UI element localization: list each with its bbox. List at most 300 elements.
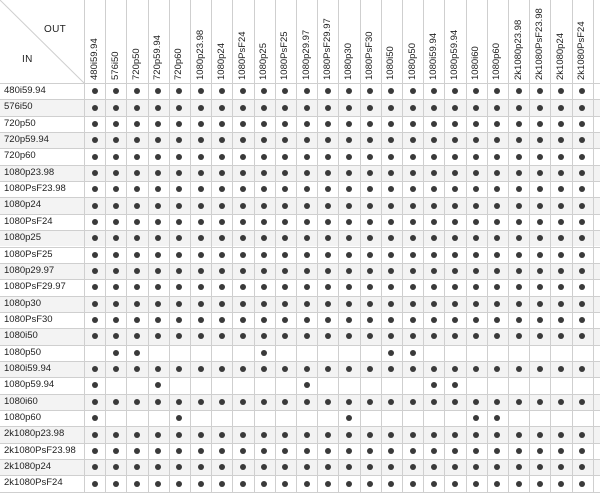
support-dot [219,88,225,94]
support-dot [473,448,479,454]
support-dot [134,186,140,192]
support-dot [261,219,267,225]
support-dot [579,399,585,405]
out-label: OUT [44,24,67,35]
support-dot [558,448,564,454]
support-dot [282,432,288,438]
support-dot [92,235,98,241]
support-dot [198,301,204,307]
support-dot [134,284,140,290]
support-dot [240,105,246,111]
support-dot [155,399,161,405]
support-dot [558,154,564,160]
support-dot [431,170,437,176]
support-dot [155,284,161,290]
support-dot [431,252,437,258]
row-label: 720p60 [4,150,36,162]
support-dot [176,284,182,290]
support-dot [219,186,225,192]
support-dot [516,366,522,372]
support-dot [410,203,416,209]
support-dot [473,154,479,160]
support-dot [325,284,331,290]
support-dot [558,88,564,94]
row-stripe [0,263,600,279]
support-dot [367,186,373,192]
support-dot [113,350,119,356]
support-dot [134,203,140,209]
support-dot [346,268,352,274]
row-label: 720p59.94 [4,134,49,146]
row-stripe [0,394,600,410]
support-dot [452,481,458,487]
support-dot [579,432,585,438]
grid-hline [0,328,600,329]
in-label: IN [22,54,33,65]
support-dot [558,301,564,307]
support-dot [346,399,352,405]
support-dot [134,399,140,405]
row-stripe [0,361,600,377]
support-dot [579,219,585,225]
support-dot [304,235,310,241]
support-dot [219,448,225,454]
support-dot [431,464,437,470]
support-dot [325,448,331,454]
support-dot [367,203,373,209]
support-dot [113,186,119,192]
support-dot [325,366,331,372]
support-dot [304,317,310,323]
support-dot [367,252,373,258]
support-dot [431,219,437,225]
support-dot [304,464,310,470]
support-dot [113,170,119,176]
support-dot [92,203,98,209]
support-dot [558,219,564,225]
support-dot [452,186,458,192]
support-dot [537,481,543,487]
grid-hline [0,148,600,149]
support-dot [219,105,225,111]
support-dot [198,170,204,176]
support-dot [388,317,394,323]
support-dot [537,186,543,192]
support-dot [304,203,310,209]
support-dot [367,219,373,225]
grid-hline [0,459,600,460]
support-dot [240,219,246,225]
support-dot [304,170,310,176]
support-dot [155,382,161,388]
grid-hline [0,426,600,427]
support-dot [155,301,161,307]
support-dot [410,137,416,143]
support-dot [92,317,98,323]
row-stripe [0,296,600,312]
column-header: 480i59.94 [88,38,100,80]
support-dot [494,448,500,454]
support-dot [473,481,479,487]
support-dot [558,203,564,209]
support-dot [516,203,522,209]
support-dot [155,432,161,438]
column-header: 2k1080p24 [555,32,566,80]
support-dot [261,105,267,111]
support-dot [431,399,437,405]
support-dot [325,317,331,323]
support-dot [558,481,564,487]
support-dot [410,268,416,274]
support-dot [579,121,585,127]
column-header: 1080p60 [491,43,503,80]
support-dot [367,448,373,454]
support-dot [134,219,140,225]
support-dot [113,154,119,160]
row-label: 2k1080PsF23.98 [4,444,76,456]
support-dot [282,121,288,127]
row-label: 2k1080p23.98 [4,428,65,440]
support-dot [388,252,394,258]
support-dot [452,203,458,209]
support-dot [282,154,288,160]
support-dot [240,121,246,127]
support-dot [558,317,564,323]
support-dot [537,464,543,470]
column-header: 1080i59.94 [427,32,439,80]
support-dot [304,105,310,111]
support-dot [452,399,458,405]
row-label: 1080PsF30 [4,313,53,325]
support-dot [176,105,182,111]
row-label: 1080p23.98 [4,166,55,178]
support-dot [261,399,267,405]
support-dot [452,88,458,94]
support-dot [176,448,182,454]
support-dot [113,219,119,225]
support-dot [92,284,98,290]
support-dot [494,317,500,323]
column-header: 1080p59.94 [449,29,460,80]
row-label: 1080PsF24 [4,215,53,227]
column-header: 576i50 [109,51,121,80]
support-dot [198,203,204,209]
support-dot [367,154,373,160]
support-dot [176,415,182,421]
support-dot [92,170,98,176]
support-dot [537,105,543,111]
row-label: 720p50 [4,117,36,129]
row-stripe [0,165,600,181]
corner-header [0,0,84,83]
column-header: 1080p24 [215,43,227,80]
support-dot [219,154,225,160]
support-dot [134,252,140,258]
support-dot [452,170,458,176]
support-dot [261,88,267,94]
support-dot [516,268,522,274]
support-dot [410,235,416,241]
support-dot [452,154,458,160]
support-dot [304,252,310,258]
support-dot [558,170,564,176]
support-dot [219,399,225,405]
support-dot [346,301,352,307]
support-dot [473,219,479,225]
support-dot [113,399,119,405]
row-label: 1080p29.97 [4,264,55,276]
support-dot [494,415,500,421]
support-dot [304,481,310,487]
support-dot [516,235,522,241]
support-dot [537,170,543,176]
support-dot [537,366,543,372]
support-dot [431,481,437,487]
support-dot [198,481,204,487]
support-dot [92,415,98,421]
support-dot [92,154,98,160]
column-header: 1080p25 [258,43,270,80]
support-dot [134,481,140,487]
column-header: 1080i50 [385,46,397,80]
support-dot [282,284,288,290]
support-dot [219,219,225,225]
support-dot [155,121,161,127]
support-dot [282,105,288,111]
support-dot [92,137,98,143]
row-label: 1080i60 [4,395,38,407]
support-dot [367,481,373,487]
support-dot [579,317,585,323]
column-header: 2k1080PsF23.98 [533,8,545,80]
support-dot [558,432,564,438]
support-dot [219,268,225,274]
row-label: 1080i50 [4,330,38,342]
support-dot [134,154,140,160]
support-dot [410,105,416,111]
support-dot [431,284,437,290]
support-dot [219,481,225,487]
support-dot [240,399,246,405]
support-dot [92,399,98,405]
support-dot [367,432,373,438]
support-dot [410,481,416,487]
grid-hline [0,230,600,231]
support-dot [579,186,585,192]
support-dot [388,481,394,487]
support-dot [473,284,479,290]
column-header: 1080p30 [343,43,354,80]
column-header: 1080PsF25 [279,31,291,80]
support-dot [516,284,522,290]
support-dot [558,252,564,258]
row-stripe [0,230,600,246]
support-dot [240,268,246,274]
support-dot [113,448,119,454]
column-header: 1080PsF29.97 [321,18,333,80]
grid-hline [0,279,600,280]
support-dot [113,317,119,323]
support-dot [325,252,331,258]
support-dot [388,105,394,111]
support-dot [261,186,267,192]
support-dot [304,154,310,160]
row-stripe [0,328,600,344]
support-dot [410,88,416,94]
grid-hline [0,181,600,182]
row-label: 2k1080p24 [4,461,52,473]
support-dot [431,448,437,454]
support-dot [176,121,182,127]
support-dot [388,284,394,290]
support-dot [325,399,331,405]
support-dot [198,121,204,127]
support-dot [134,105,140,111]
support-dot [198,464,204,470]
support-dot [431,301,437,307]
support-dot [431,121,437,127]
row-label: 1080i59.94 [4,362,52,374]
support-dot [346,219,352,225]
support-dot [219,366,225,372]
support-dot [558,284,564,290]
support-dot [240,432,246,438]
support-dot [494,88,500,94]
support-dot [219,121,225,127]
support-dot [431,105,437,111]
grid-hline [0,296,600,297]
support-dot [261,154,267,160]
support-dot [346,481,352,487]
support-dot [516,399,522,405]
support-dot [304,268,310,274]
support-dot [325,464,331,470]
support-dot [155,186,161,192]
support-dot [473,432,479,438]
support-dot [346,317,352,323]
row-stripe [0,459,600,475]
support-dot [579,203,585,209]
row-label: 1080p50 [4,346,41,358]
support-dot [452,284,458,290]
support-dot [92,366,98,372]
support-dot [579,252,585,258]
support-dot [113,366,119,372]
support-dot [113,105,119,111]
support-dot [219,252,225,258]
support-dot [452,105,458,111]
support-dot [410,186,416,192]
support-dot [410,448,416,454]
support-dot [113,252,119,258]
support-dot [325,432,331,438]
support-dot [134,448,140,454]
support-dot [388,448,394,454]
support-dot [176,154,182,160]
support-dot [558,105,564,111]
support-dot [325,105,331,111]
support-dot [494,481,500,487]
row-label: 1080p24 [4,199,41,211]
support-dot [134,170,140,176]
support-dot [219,317,225,323]
column-header: 1080p50 [406,43,418,80]
support-dot [367,121,373,127]
support-dot [92,186,98,192]
support-dot [176,432,182,438]
support-dot [473,203,479,209]
grid-hline [0,132,600,133]
support-dot [134,350,140,356]
support-dot [431,186,437,192]
support-dot [537,301,543,307]
support-dot [537,203,543,209]
column-header: 720p50 [131,48,142,80]
support-dot [282,219,288,225]
support-dot [219,137,225,143]
support-dot [516,170,522,176]
support-dot [198,88,204,94]
support-dot [113,137,119,143]
support-dot [367,317,373,323]
support-dot [176,252,182,258]
support-dot [346,154,352,160]
support-dot [579,154,585,160]
support-dot [473,105,479,111]
support-dot [410,170,416,176]
support-dot [494,284,500,290]
support-dot [388,88,394,94]
support-dot [261,432,267,438]
support-dot [92,464,98,470]
column-header: 720p60 [173,48,185,80]
support-dot [537,154,543,160]
support-dot [516,481,522,487]
grid-hline [0,116,600,117]
support-dot [198,268,204,274]
support-dot [92,481,98,487]
support-dot [367,301,373,307]
support-dot [240,481,246,487]
support-dot [516,448,522,454]
support-dot [198,366,204,372]
support-dot [367,88,373,94]
column-header: 2k1080p23.98 [512,19,524,80]
support-dot [198,317,204,323]
support-dot [240,170,246,176]
support-dot [155,481,161,487]
support-dot [473,301,479,307]
support-dot [282,317,288,323]
support-dot [198,105,204,111]
support-dot [346,105,352,111]
support-dot [198,235,204,241]
support-dot [410,284,416,290]
support-dot [346,432,352,438]
support-dot [388,186,394,192]
support-dot [325,170,331,176]
grid-hline [0,475,600,476]
support-dot [346,252,352,258]
support-dot [516,464,522,470]
support-dot [176,317,182,323]
support-dot [113,284,119,290]
support-dot [92,105,98,111]
support-dot [431,317,437,323]
support-dot [537,121,543,127]
support-dot [113,88,119,94]
support-dot [134,432,140,438]
